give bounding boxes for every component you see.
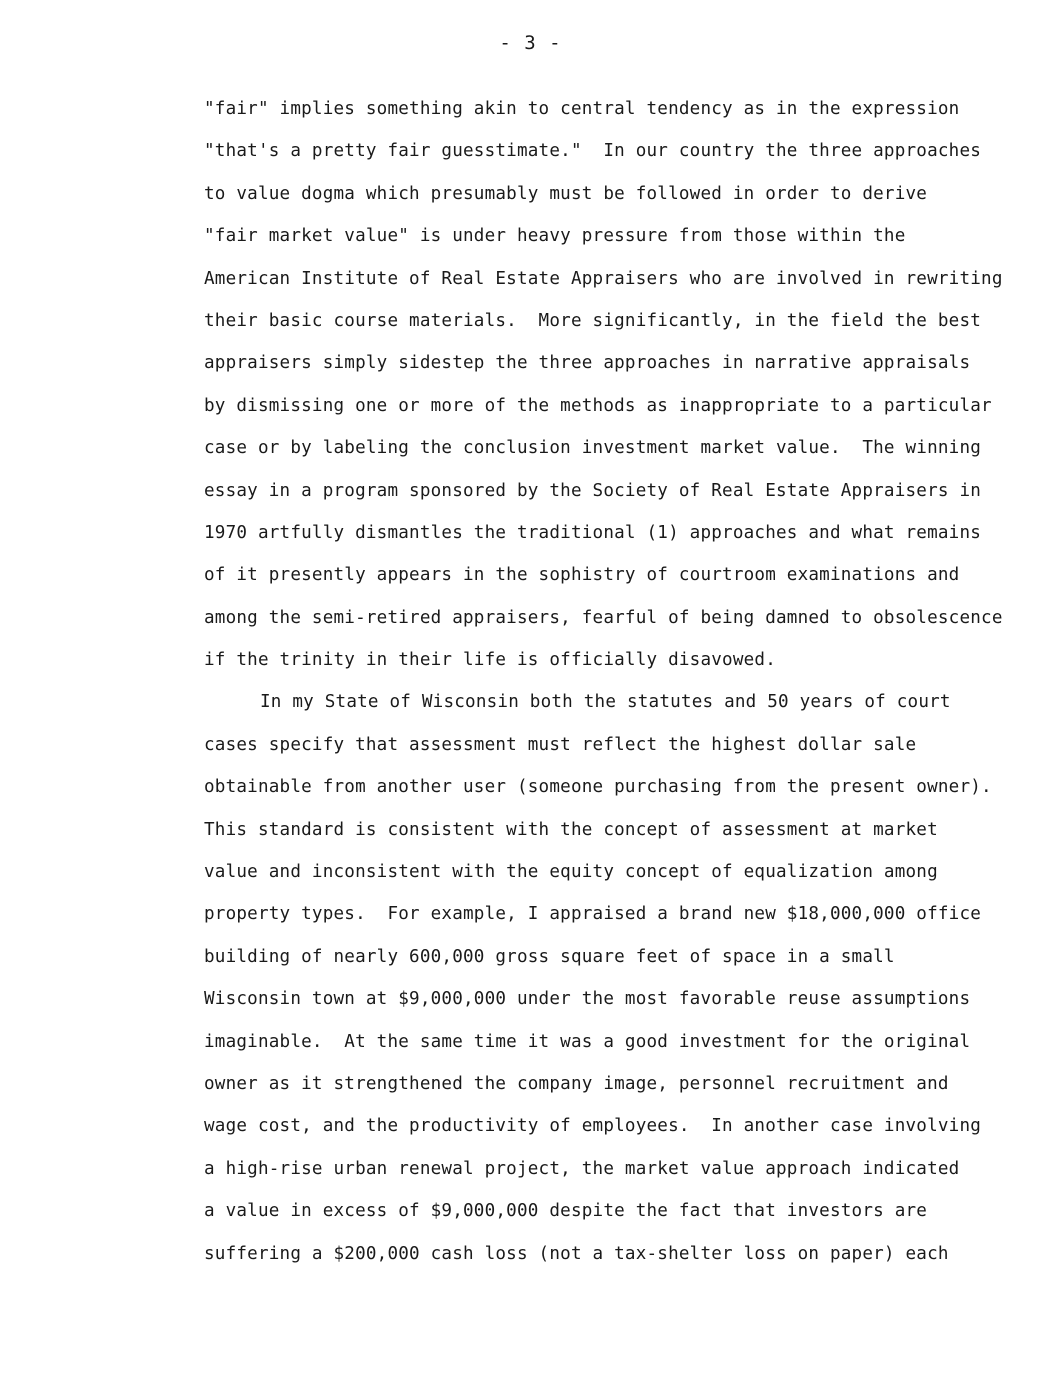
text-line: In my State of Wisconsin both the statutes and 50 years of court <box>260 692 951 713</box>
text-line: imaginable. At the same time it was a good investment for the original <box>204 1031 971 1052</box>
text-line: cases specify that assessment must reflect the highest dollar sale <box>204 734 917 755</box>
text-line: to value dogma which presumably must be followed in order to derive <box>204 183 928 204</box>
text-line: 1970 artfully dismantles the traditional (1) approaches and what remains <box>204 522 982 543</box>
text-line: "fair" implies something akin to central tendency as in the expression <box>204 99 960 119</box>
text-line: appraisers simply sidestep the three approaches in narrative appraisals <box>204 353 971 374</box>
text-line: "fair market value" is under heavy pressure from those within the <box>204 226 906 247</box>
text-line: essay in a program sponsored by the Society of Real Estate Appraisers in <box>204 480 982 501</box>
text-line: property types. For example, I appraised a brand new $18,000,000 office <box>204 904 982 925</box>
text-line: a high-rise urban renewal project, the market value approach indicated <box>204 1158 960 1179</box>
text-line: American Institute of Real Estate Appraisers who are involved in rewriting <box>204 268 1003 289</box>
text-line: their basic course materials. More significantly, in the field the best <box>204 310 982 331</box>
text-line: among the semi-retired appraisers, fearful of being damned to obsolescence <box>204 607 1003 628</box>
text-line: by dismissing one or more of the methods as inappropriate to a particular <box>204 395 992 416</box>
text-line: obtainable from another user (someone purchasing from the present owner). <box>204 777 992 798</box>
text-line: building of nearly 600,000 gross square feet of space in a small <box>204 946 895 967</box>
text-line: of it presently appears in the sophistry of courtroom examinations and <box>204 565 960 586</box>
text-line: wage cost, and the productivity of employees. In another case involving <box>204 1116 982 1137</box>
text-line: if the trinity in their life is officially disavowed. <box>204 650 776 671</box>
body-text <box>204 88 1014 1275</box>
paragraph-2 <box>204 681 1014 1274</box>
text-line: suffering a $200,000 cash loss (not a tax-shelter loss on paper) each <box>204 1243 949 1264</box>
text-line: Wisconsin town at $9,000,000 under the most favorable reuse assumptions <box>204 989 971 1010</box>
paragraph-1 <box>204 88 1014 681</box>
page-number: - 3 - <box>499 32 562 54</box>
text-line: a value in excess of $9,000,000 despite the fact that investors are <box>204 1201 928 1222</box>
text-line: "that's a pretty fair guesstimate." In our country the three approaches <box>204 141 982 162</box>
text-line: case or by labeling the conclusion investment market value. The winning <box>204 438 982 459</box>
text-line: owner as it strengthened the company image, personnel recruitment and <box>204 1073 949 1094</box>
text-line: value and inconsistent with the equity concept of equalization among <box>204 862 938 883</box>
text-line: This standard is consistent with the concept of assessment at market <box>204 819 938 840</box>
